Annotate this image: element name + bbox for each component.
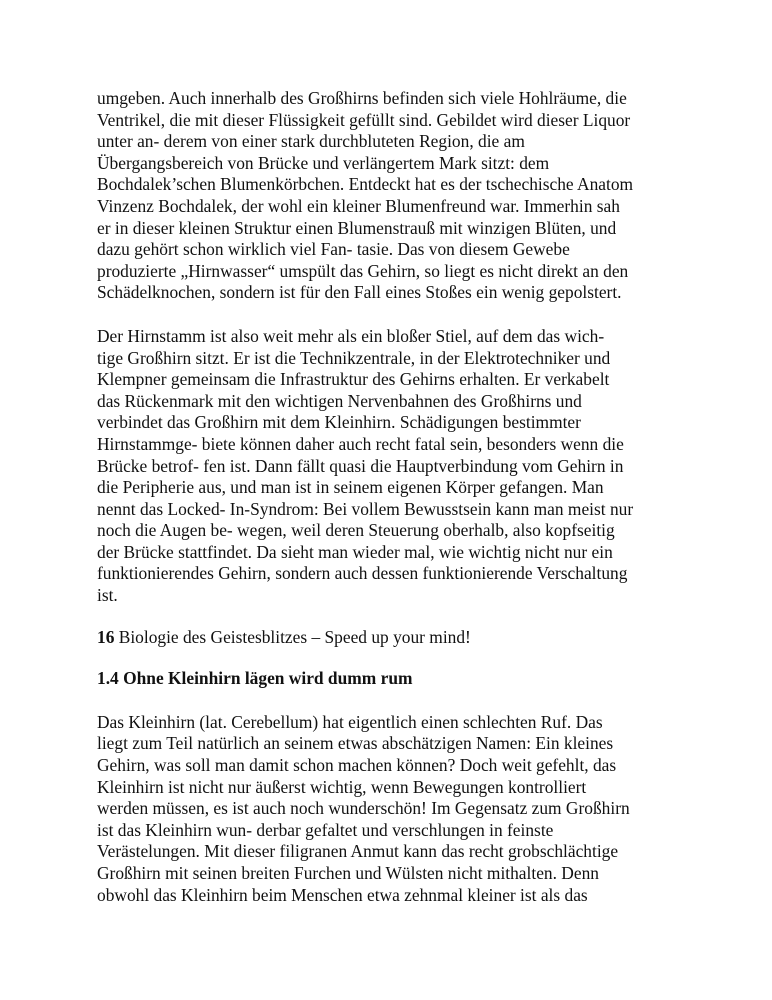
text-line: Hirnstammge- biete können daher auch recht fatal sein, besonders wenn die — [97, 433, 624, 454]
text-line: Bochdalek’schen Blumenkörbchen. Entdeckt hat es der tschechische Anatom — [97, 174, 634, 195]
text-line: obwohl das Kleinhirn beim Menschen etwa zehnmal kleiner ist als das — [97, 884, 588, 905]
text-line: das Rückenmark mit den wichtigen Nervenbahnen des Großhirns und — [97, 390, 582, 411]
text-line: verbindet das Großhirn mit dem Kleinhirn. Schädigungen bestimmter — [97, 412, 581, 433]
text-line: Vinzenz Bochdalek, der wohl ein kleiner Blumenfreund war. Immerhin sah — [97, 195, 620, 216]
footer-line — [97, 627, 677, 649]
text-line: Schädelknochen, sondern ist für den Fall eines Stoßes ein wenig gepolstert. — [97, 282, 622, 303]
text-line: Großhirn mit seinen breiten Furchen und Wülsten nicht mithalten. Denn — [97, 863, 599, 883]
text-line: der Brücke stattfindet. Da sieht man wieder mal, wie wichtig nicht nur ein — [97, 541, 613, 562]
text-line: Der Hirnstamm ist also weit mehr als ein bloßer Stiel, auf dem das wich- — [97, 325, 605, 346]
paragraph-cerebellum — [97, 712, 677, 906]
text-line: werden müssen, es ist auch noch wunderschön! Im Gegensatz zum Großhirn — [97, 798, 630, 819]
text-line: Ventrikel, die mit dieser Flüssigkeit gefüllt sind. Gebildet wird dieser Liquor — [97, 109, 631, 130]
text-line: ist das Kleinhirn wun- derbar gefaltet und verschlungen in feinste — [97, 819, 554, 840]
text-line: produzierte „Hirnwasser“ umspült das Gehirn, so liegt es nicht direkt an den — [97, 260, 629, 281]
text-line: Brücke betrof- fen ist. Dann fällt quasi die Hauptverbindung vom Gehirn in — [97, 455, 624, 476]
text-line: tige Großhirn sitzt. Er ist die Technikzentrale, in der Elektrotechniker und — [97, 347, 611, 368]
paragraph-spacer — [97, 607, 677, 627]
paragraph-spacer — [97, 304, 677, 326]
text-line: Gehirn, was soll man damit schon machen können? Doch weit gefehlt, das — [97, 755, 617, 776]
text-line: Kleinhirn ist nicht nur äußerst wichtig, wenn Bewegungen kontrolliert — [97, 776, 587, 797]
text-line: liegt zum Teil natürlich an seinem etwas abschätzigen Namen: Ein kleines — [97, 733, 614, 754]
text-line: Klempner gemeinsam die Infrastruktur des Gehirns erhalten. Er verkabelt — [97, 369, 610, 390]
paragraph-spacer — [97, 648, 677, 668]
paragraph-csf — [97, 88, 677, 304]
page-number: 16 — [97, 626, 115, 647]
paragraph-brainstem — [97, 326, 677, 607]
text-line: dazu gehört schon wirklich viel Fan- tasie. Das von diesem Gewebe — [97, 239, 570, 260]
text-line: funktionierendes Gehirn, sondern auch dessen funktionierende Verschaltung — [97, 563, 628, 584]
text-line: Das Kleinhirn (lat. Cerebellum) hat eigentlich einen schlechten Ruf. Das — [97, 711, 603, 732]
text-line: ist. — [97, 585, 118, 606]
section-heading-block — [97, 668, 677, 690]
text-line: Übergangsbereich von Brücke und verlängertem Mark sitzt: dem — [97, 152, 550, 173]
running-footer — [97, 627, 677, 649]
text-line: Verästelungen. Mit dieser filigranen Anmut kann das recht grobschlächtige — [97, 841, 619, 862]
text-line: umgeben. Auch innerhalb des Großhirns befinden sich viele Hohlräume, die — [97, 88, 627, 108]
text-line: unter an- derem von einer stark durchbluteten Region, die am — [97, 131, 525, 152]
text-line: nennt das Locked- In-Syndrom: Bei vollem Bewusstsein kann man meist nur — [97, 498, 634, 519]
text-line: er in dieser kleinen Struktur einen Blumenstrauß mit winzigen Blüten, und — [97, 217, 617, 238]
text-line: noch die Augen be- wegen, weil deren Steuerung oberhalb, also kopfseitig — [97, 520, 615, 541]
book-title: Biologie des Geistesblitzes – Speed up your mind! — [114, 626, 471, 647]
text-line: die Peripherie aus, und man ist in seinem eigenen Körper gefangen. Man — [97, 477, 604, 498]
paragraph-spacer — [97, 690, 677, 712]
document-page — [97, 88, 677, 906]
section-heading: 1.4 Ohne Kleinhirn lägen wird dumm rum — [97, 668, 413, 689]
